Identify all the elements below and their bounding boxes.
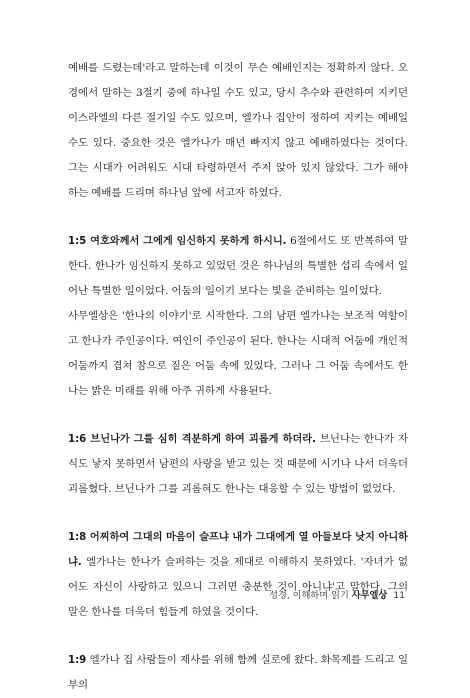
verse-reference: 1:8 어찌하여 그대의 마음이 슬프냐 내가 그대에게 열 아들보다 낫지 아니하냐. (68, 532, 408, 568)
paragraph (68, 229, 408, 304)
paragraph-text: 브닌나는 한나가 자식도 낳지 못하면서 남편의 사랑을 받고 있는 것 때문에 시기나 나서 더욱더 괴롭혔다. 브닌나가 그를 괴롭혀도 한나는 대응할 수 있는 방법이 없었다. (68, 433, 408, 495)
paragraph-text: 엘가나는 한나가 슬퍼하는 것을 제대로 이해하지 못하였다. '자녀가 없어도 자신이 사랑하고 있으니 그러면 충분한 것이 아니냐'고 말한다. 그의 말은 한나를 더욱더 힘들게 하였을 것이다. (68, 556, 408, 618)
verse-reference: 1:6 브닌나가 그를 심히 격분하게 하여 괴롭게 하더라. (68, 434, 316, 445)
paragraph (68, 648, 408, 698)
paragraph (68, 304, 408, 404)
paragraph (68, 56, 408, 206)
page-body (68, 56, 408, 698)
paragraph-text: 예배를 드렸는데'라고 말하는데 이것이 무슨 예배인지는 정확하지 않다. 오경에서 말하는 3절기 중에 하나일 수도 있고, 당시 추수와 관련하여 지키던 이스라엘의 다른 절기일 수도 있으며, 엘가나 집안이 정하여 지키는 예배일 수도 있다. 중요한 것은 엘가나가 매년 빠지지 않고 예배하였다는 것이다. 그는 시대가 어려워도 시대 타령하면서 주저 앉아 있지 않았다. 그가 해야 하는 예배를 드리며 하나님 앞에 서고자 하였다. (68, 62, 408, 199)
page-number: 11 (393, 590, 405, 601)
paragraph (68, 525, 408, 625)
paragraph (68, 427, 408, 502)
paragraph-text: 사무엘상은 '한나의 이야기'로 시작한다. 그의 남편 엘가나는 보조적 역할이고 한나가 주인공이다. 여인이 주인공이 된다. 한나는 시대적 어둠에 개인적 어둠까지 겹쳐 참으로 짙은 어둠 속에 있었다. 그러나 그 어둠 속에서도 한나는 밝은 미래를 위해 아주 귀하게 사용된다. (68, 310, 408, 397)
verse-reference: 1:9 (68, 655, 87, 666)
footer-series-title: 성경, 이해하며 읽기 (269, 590, 349, 601)
verse-reference: 1:5 여호와께서 그에게 임신하지 못하게 하시니. (68, 236, 287, 247)
paragraph-text: 엘가나 집 사람들이 제사를 위해 함께 실로에 왔다. 화목제를 드리고 일부의 (68, 654, 408, 691)
paragraph-text: 6절에서도 또 반복하여 말한다. 한나가 임신하지 못하고 있었던 것은 하나님의 특별한 섭리 속에서 일어난 특별한 일이었다. 어둠의 일이기 보다는 빛을 준비하는 일이었다. (68, 235, 408, 297)
footer-book-title: 사무엘상 (351, 590, 388, 601)
page-footer (0, 587, 405, 601)
